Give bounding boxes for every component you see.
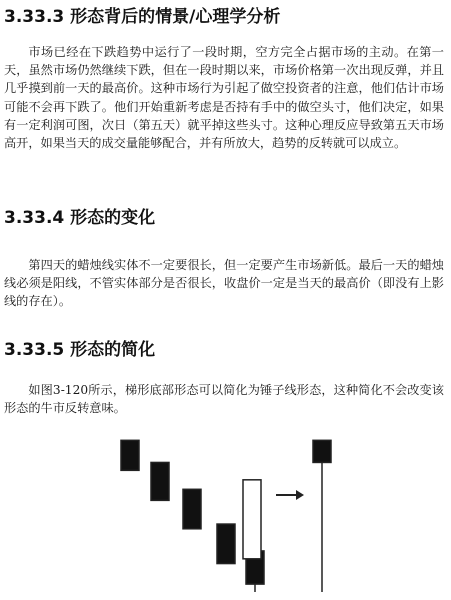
bearish-candle [121, 440, 139, 470]
hammer-candle [313, 440, 331, 462]
psychology-analysis-paragraph: 市场已经在下跌趋势中运行了一段时期，空方完全占据市场的主动。在第一天，虽然市场仍然继续下跌，但在一段时期以来，市场价格第一次出现反弹，并且几乎摸到前一天的最高价。这种市场行为引起了做空投资者的注意，他们估计市场可能不会再下跌了。他们开始重新考虑是否持有手中的做空头寸，他们决定，如果有一定利润可图，次日（第五天）就平掉这些头寸。这种心理反应导致第五天市场高开，如果当天的成交量能够配合，并有所放大，趋势的反转就可以成立。 [4, 45, 444, 151]
bearish-candle [217, 524, 235, 564]
section-heading-pattern-variations: 3.33.4 形态的变化 [4, 208, 156, 228]
section-heading-psychology-analysis: 3.33.3 形态背后的情景/心理学分析 [4, 7, 281, 27]
right-arrow-icon [296, 490, 304, 500]
bullish-candle [243, 480, 261, 559]
section-heading-pattern-simplification: 3.33.5 形态的简化 [4, 340, 156, 360]
candlestick-diagram [0, 430, 451, 600]
bearish-candle [151, 462, 169, 500]
pattern-simplification-paragraph: 如图3-120所示，梯形底部形态可以简化为锤子线形态，这种简化不会改变该形态的牛市反转意味。 [4, 383, 444, 416]
candlestick-figure [0, 430, 451, 600]
pattern-variations-paragraph: 第四天的蜡烛线实体不一定要很长，但一定要产生市场新低。最后一天的蜡烛线必须是阳线，不管实体部分是否很长，收盘价一定是当天的最高价（即没有上影线的存在）。 [4, 258, 444, 309]
bearish-candle [183, 489, 201, 529]
